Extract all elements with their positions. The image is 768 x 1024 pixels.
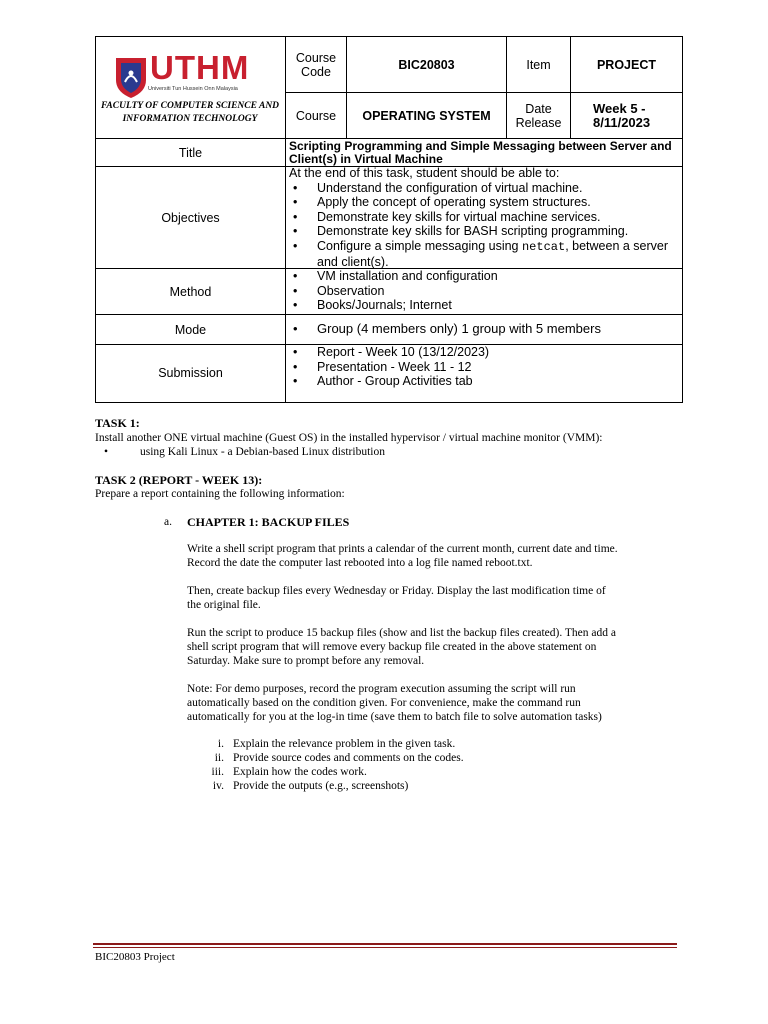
submission-item: • Author - Group Activities tab xyxy=(289,374,679,389)
objective-item xyxy=(289,239,679,269)
date-release-label: Date Release xyxy=(515,101,562,130)
list-item: Provide the outputs (e.g., screenshots) xyxy=(233,780,409,792)
course-code: BIC20803 xyxy=(398,57,455,72)
method-item: • Books/Journals; Internet xyxy=(289,298,679,313)
objectives-content xyxy=(289,166,679,269)
mode-content xyxy=(289,322,679,337)
university-full-name: Universiti Tun Hussein Onn Malaysia xyxy=(148,86,238,92)
objective-item: • Demonstrate key skills for BASH scripting programming. xyxy=(289,224,679,239)
submission-item: • Presentation - Week 11 - 12 xyxy=(289,360,679,375)
list-item: Explain how the codes work. xyxy=(233,766,367,778)
mode-label: Mode xyxy=(174,322,207,337)
footer-text: BIC20803 Project xyxy=(95,951,175,963)
course-name: OPERATING SYSTEM xyxy=(362,108,491,123)
paragraph-line: Then, create backup files every Wednesday or Friday. Display the last modification time of xyxy=(187,585,606,597)
paragraph-line: the original file. xyxy=(187,599,261,611)
footer-rule xyxy=(93,943,677,945)
method-item: • VM installation and configuration xyxy=(289,269,679,284)
paragraph-line: shell script program that will remove every backup file created in the above statement on xyxy=(187,641,597,653)
paragraph-line: Saturday. Make sure to prompt before any removal. xyxy=(187,655,425,667)
list-number: iii. xyxy=(211,766,224,778)
course-code-label: Course Code xyxy=(295,50,337,79)
date-release-value: Week 5 - 8/11/2023 xyxy=(593,100,651,130)
paragraph-line: Write a shell script program that prints a calendar of the current month, current date and time. xyxy=(187,543,618,555)
objective-item: • Apply the concept of operating system structures. xyxy=(289,195,679,210)
title-label: Title xyxy=(178,145,203,160)
task1-bullet: using Kali Linux - a Debian-based Linux distribution xyxy=(140,446,385,458)
list-item: Explain the relevance problem in the given task. xyxy=(233,738,456,750)
chapter-marker: a. xyxy=(164,516,172,528)
netcat-code: netcat xyxy=(521,239,566,254)
list-number: iv. xyxy=(212,780,224,792)
task1-bullet-marker: • xyxy=(104,446,109,458)
task1-heading: TASK 1: xyxy=(95,416,140,430)
objective-item: • Understand the configuration of virtual machine. xyxy=(289,181,679,196)
faculty-name: FACULTY OF COMPUTER SCIENCE AND INFORMATION TECHNOLOGY xyxy=(100,101,280,124)
task2-heading: TASK 2 (REPORT - WEEK 13): xyxy=(95,473,263,487)
task1-text: Install another ONE virtual machine (Guest OS) in the installed hypervisor / virtual machine monitor (VMM): xyxy=(95,432,603,444)
item-value: PROJECT xyxy=(596,57,657,72)
method-item: • Observation xyxy=(289,284,679,299)
submission-item: • Report - Week 10 (13/12/2023) xyxy=(289,345,679,360)
objective-item: • Demonstrate key skills for virtual machine services. xyxy=(289,210,679,225)
university-short-name: UTHM xyxy=(150,49,250,86)
submission-content xyxy=(289,345,679,389)
paragraph-line: Note: For demo purposes, record the program execution assuming the script will run xyxy=(187,683,576,695)
chapter-title: CHAPTER 1: BACKUP FILES xyxy=(187,515,350,529)
item-label: Item xyxy=(526,57,551,72)
task2-text: Prepare a report containing the following information: xyxy=(95,488,345,500)
objective-text: Configure a simple messaging using xyxy=(317,238,522,253)
objectives-label: Objectives xyxy=(161,210,220,225)
mode-item: • Group (4 members only) 1 group with 5 members xyxy=(289,322,679,337)
list-number: i. xyxy=(217,738,224,750)
paragraph-line: automatically based on the condition given. For convenience, make the command run xyxy=(187,697,581,709)
paragraph-line: Run the script to produce 15 backup files (show and list the backup files created). Then add a xyxy=(187,627,616,639)
objectives-intro: At the end of this task, student should be able to: xyxy=(289,166,560,180)
list-number: ii. xyxy=(214,752,224,764)
paragraph-line: Record the date the computer last rebooted into a log file named reboot.txt. xyxy=(187,557,533,569)
footer-rule xyxy=(93,947,677,948)
paragraph-line: automatically for you at the log-in time (save them to batch file to solve automation tasks) xyxy=(187,711,602,723)
project-title: Scripting Programming and Simple Messaging between Server and Client(s) in Virtual Machine xyxy=(289,138,672,166)
objective-text: , between a server and client(s). xyxy=(317,238,669,269)
method-content xyxy=(289,269,679,313)
submission-label: Submission xyxy=(158,366,223,380)
method-label: Method xyxy=(169,284,212,299)
course-label: Course xyxy=(295,108,337,123)
list-item: Provide source codes and comments on the codes. xyxy=(233,752,464,764)
